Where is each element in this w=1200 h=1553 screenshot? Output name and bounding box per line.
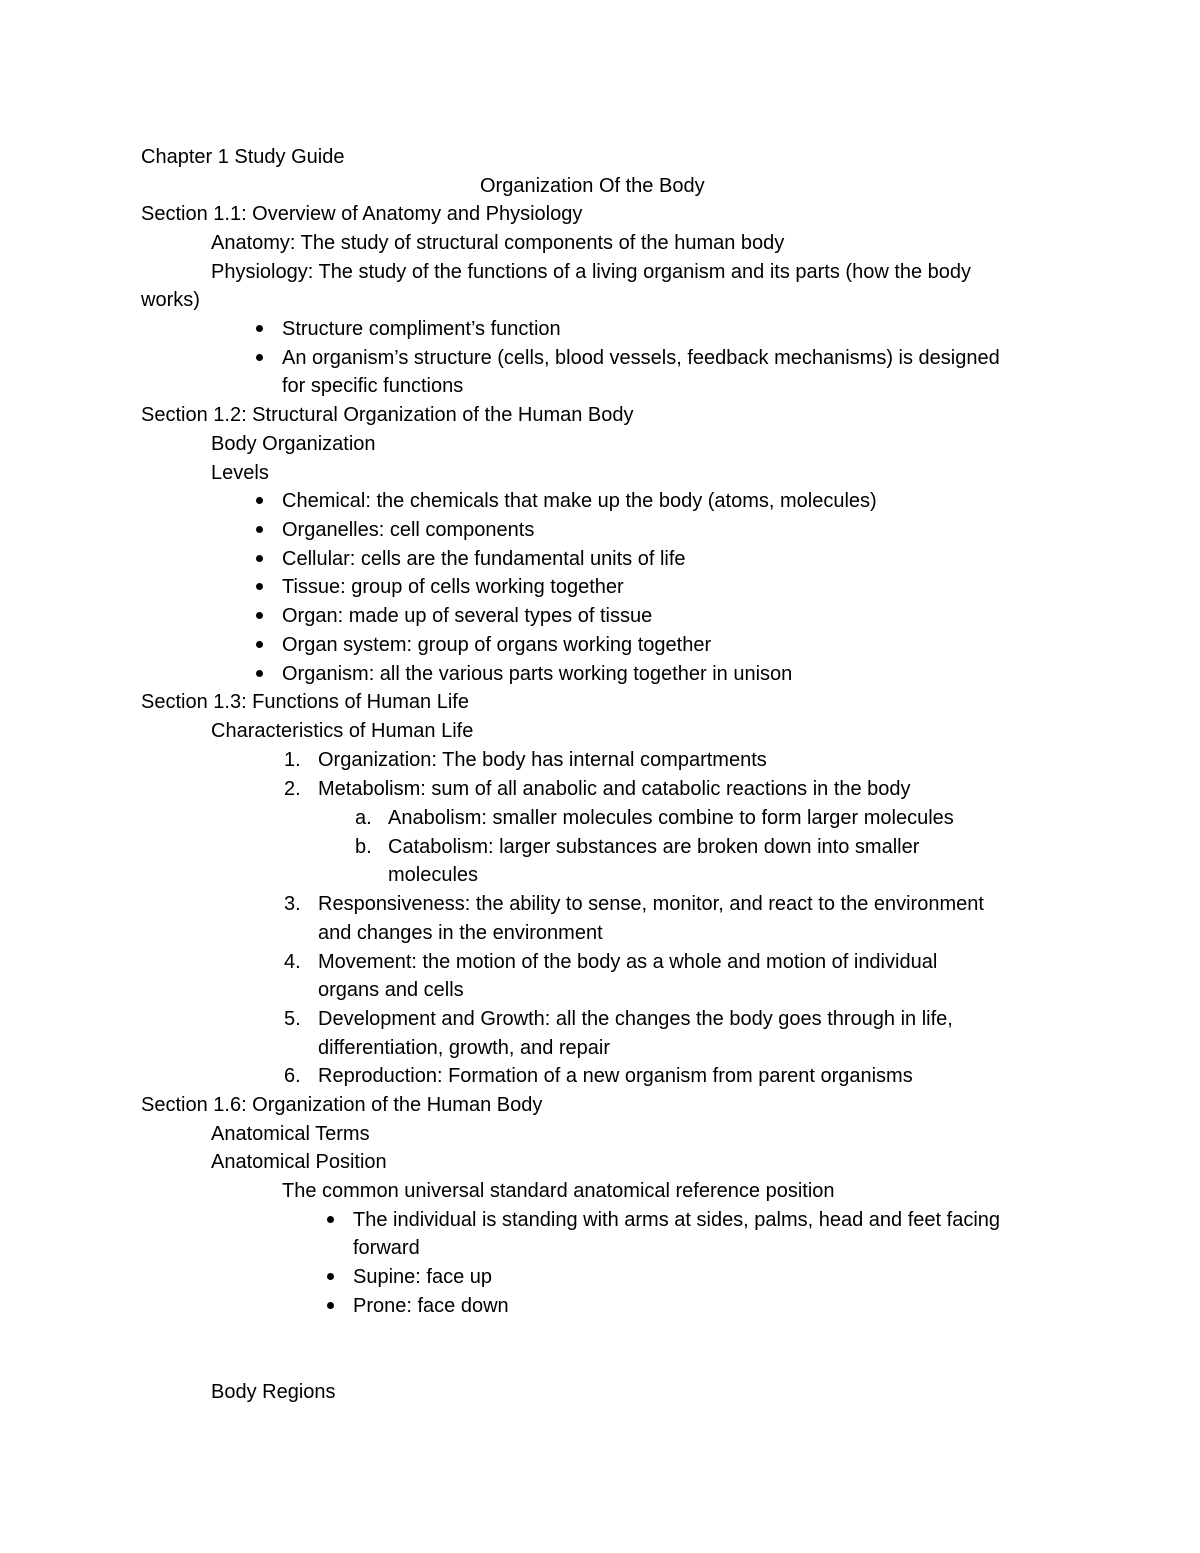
list-item: Tissue: group of cells working together (282, 576, 624, 598)
list-item: Organelles: cell components (282, 519, 535, 541)
list-item: Cellular: cells are the fundamental units of life (282, 548, 686, 570)
bullet-dot (256, 526, 263, 533)
list-item: Reproduction: Formation of a new organism from parent organisms (318, 1065, 913, 1087)
list-item: Catabolism: larger substances are broken down into smaller (388, 836, 920, 858)
anatomical-terms-label: Anatomical Terms (211, 1123, 370, 1145)
list-item-cont: differentiation, growth, and repair (318, 1037, 611, 1059)
bullet-dot (327, 1273, 334, 1280)
section-1-6-heading: Section 1.6: Organization of the Human Body (141, 1094, 543, 1116)
list-item: Organism: all the various parts working together in unison (282, 663, 793, 685)
list-number: 4. (284, 951, 301, 973)
bullet-dot (256, 497, 263, 504)
list-item: Organization: The body has internal compartments (318, 749, 767, 771)
bullet-dot (256, 670, 263, 677)
list-item-cont: organs and cells (318, 979, 464, 1001)
list-item: Organ: made up of several types of tissue (282, 605, 653, 627)
list-letter: b. (355, 836, 372, 858)
bullet-dot (256, 325, 263, 332)
list-number: 6. (284, 1065, 301, 1087)
section-1-1-heading: Section 1.1: Overview of Anatomy and Physiology (141, 203, 583, 225)
reference-position-text: The common universal standard anatomical reference position (282, 1180, 835, 1202)
bullet-dot (256, 555, 263, 562)
list-item: Chemical: the chemicals that make up the body (atoms, molecules) (282, 490, 877, 512)
list-item: Development and Growth: all the changes the body goes through in life, (318, 1008, 953, 1030)
bullet-dot (256, 641, 263, 648)
physiology-definition-cont: works) (141, 289, 200, 311)
list-item: The individual is standing with arms at sides, palms, head and feet facing (353, 1209, 1001, 1231)
anatomical-position-label: Anatomical Position (211, 1151, 387, 1173)
list-number: 3. (284, 893, 301, 915)
list-item: Responsiveness: the ability to sense, monitor, and react to the environment (318, 893, 984, 915)
physiology-definition: Physiology: The study of the functions of a living organism and its parts (how the body (211, 261, 972, 283)
bullet-dot (327, 1216, 334, 1223)
list-item: Movement: the motion of the body as a whole and motion of individual (318, 951, 938, 973)
list-letter: a. (355, 807, 372, 829)
document-header: Chapter 1 Study Guide (141, 146, 345, 168)
list-item: Prone: face down (353, 1295, 509, 1317)
section-1-3-heading: Section 1.3: Functions of Human Life (141, 691, 469, 713)
list-item: Metabolism: sum of all anabolic and catabolic reactions in the body (318, 778, 911, 800)
list-item-cont: molecules (388, 864, 479, 886)
bullet-dot (327, 1302, 334, 1309)
document-title: Organization Of the Body (480, 175, 705, 197)
bullet-dot (256, 612, 263, 619)
list-number: 1. (284, 749, 301, 771)
levels-label: Levels (211, 462, 269, 484)
bullet-dot (256, 583, 263, 590)
list-item: Structure compliment’s function (282, 318, 561, 340)
list-number: 5. (284, 1008, 301, 1030)
list-item-cont: forward (353, 1237, 420, 1259)
list-item: Organ system: group of organs working together (282, 634, 712, 656)
anatomy-definition: Anatomy: The study of structural components of the human body (211, 232, 785, 254)
bullet-dot (256, 354, 263, 361)
list-item-cont: for specific functions (282, 375, 464, 397)
section-1-2-heading: Section 1.2: Structural Organization of the Human Body (141, 404, 634, 426)
list-item: Supine: face up (353, 1266, 492, 1288)
list-item: Anabolism: smaller molecules combine to form larger molecules (388, 807, 954, 829)
body-organization-label: Body Organization (211, 433, 376, 455)
list-item: An organism’s structure (cells, blood vessels, feedback mechanisms) is designed (282, 347, 1000, 369)
characteristics-label: Characteristics of Human Life (211, 720, 474, 742)
list-number: 2. (284, 778, 301, 800)
list-item-cont: and changes in the environment (318, 922, 603, 944)
body-regions-label: Body Regions (211, 1381, 336, 1403)
